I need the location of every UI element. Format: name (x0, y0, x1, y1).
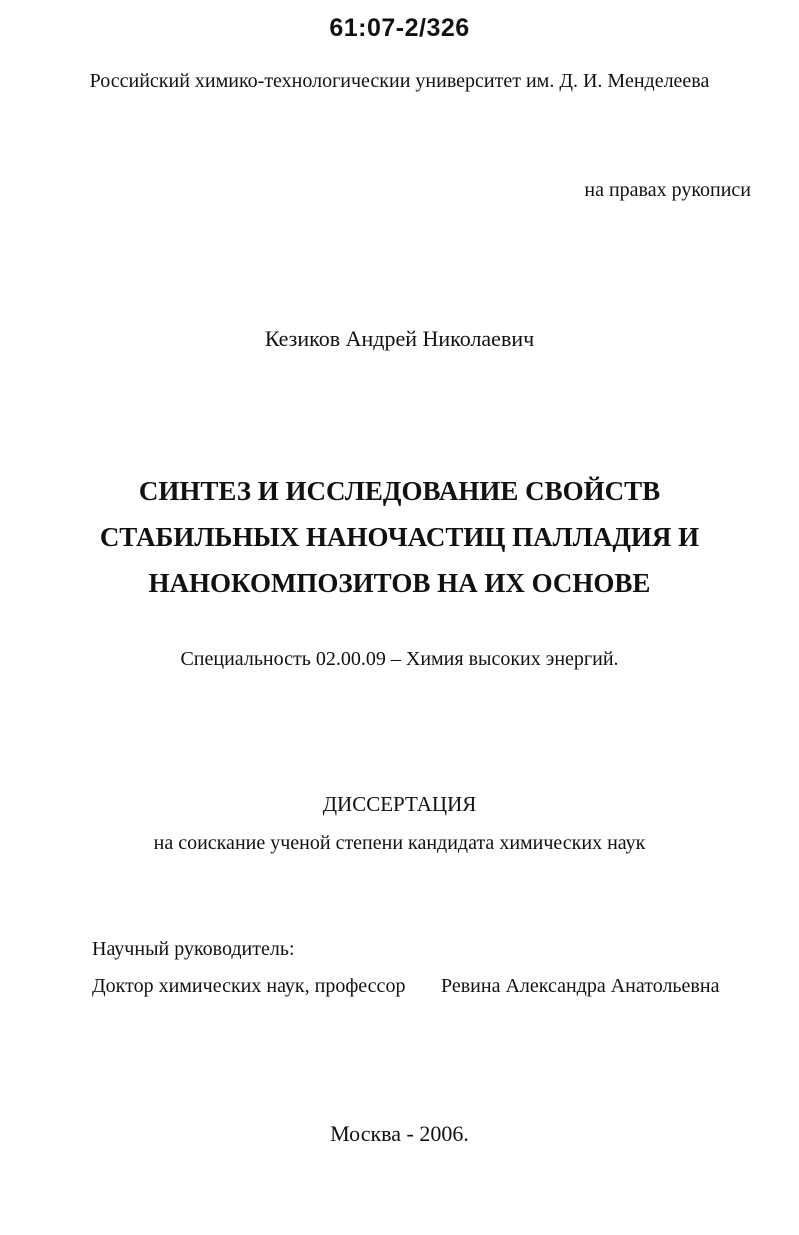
supervisor-name: Ревина Александра Анатольевна (441, 975, 720, 997)
university-name: Российский химико-технологическии университет им. Д. И. Менделеева (89, 70, 710, 92)
author-name: Кезиков Андрей Николаевич (264, 326, 535, 351)
supervisor-title: Доктор химических наук, профессор (92, 975, 406, 997)
work-type: ДИССЕРТАЦИЯ (322, 792, 477, 816)
title-line-3: НАНОКОМПОЗИТОВ НА ИХ ОСНОВЕ (148, 568, 651, 598)
title-line-2: СТАБИЛЬНЫХ НАНОЧАСТИЦ ПАЛЛАДИЯ И (99, 522, 700, 552)
supervisor-label: Научный руководитель: (92, 938, 295, 960)
city-year: Москва - 2006. (330, 1121, 469, 1146)
catalog-number: 61:07-2/326 (329, 14, 470, 42)
dissertation-title (0, 468, 799, 606)
degree-statement: на соискание ученой степени кандидата химических наук (153, 832, 646, 854)
title-line-1: СИНТЕЗ И ИССЛЕДОВАНИЕ СВОЙСТВ (138, 476, 661, 506)
specialty: Специальность 02.00.09 – Химия высоких энергий. (180, 648, 619, 670)
rights-notice: на правах рукописи (584, 179, 751, 201)
